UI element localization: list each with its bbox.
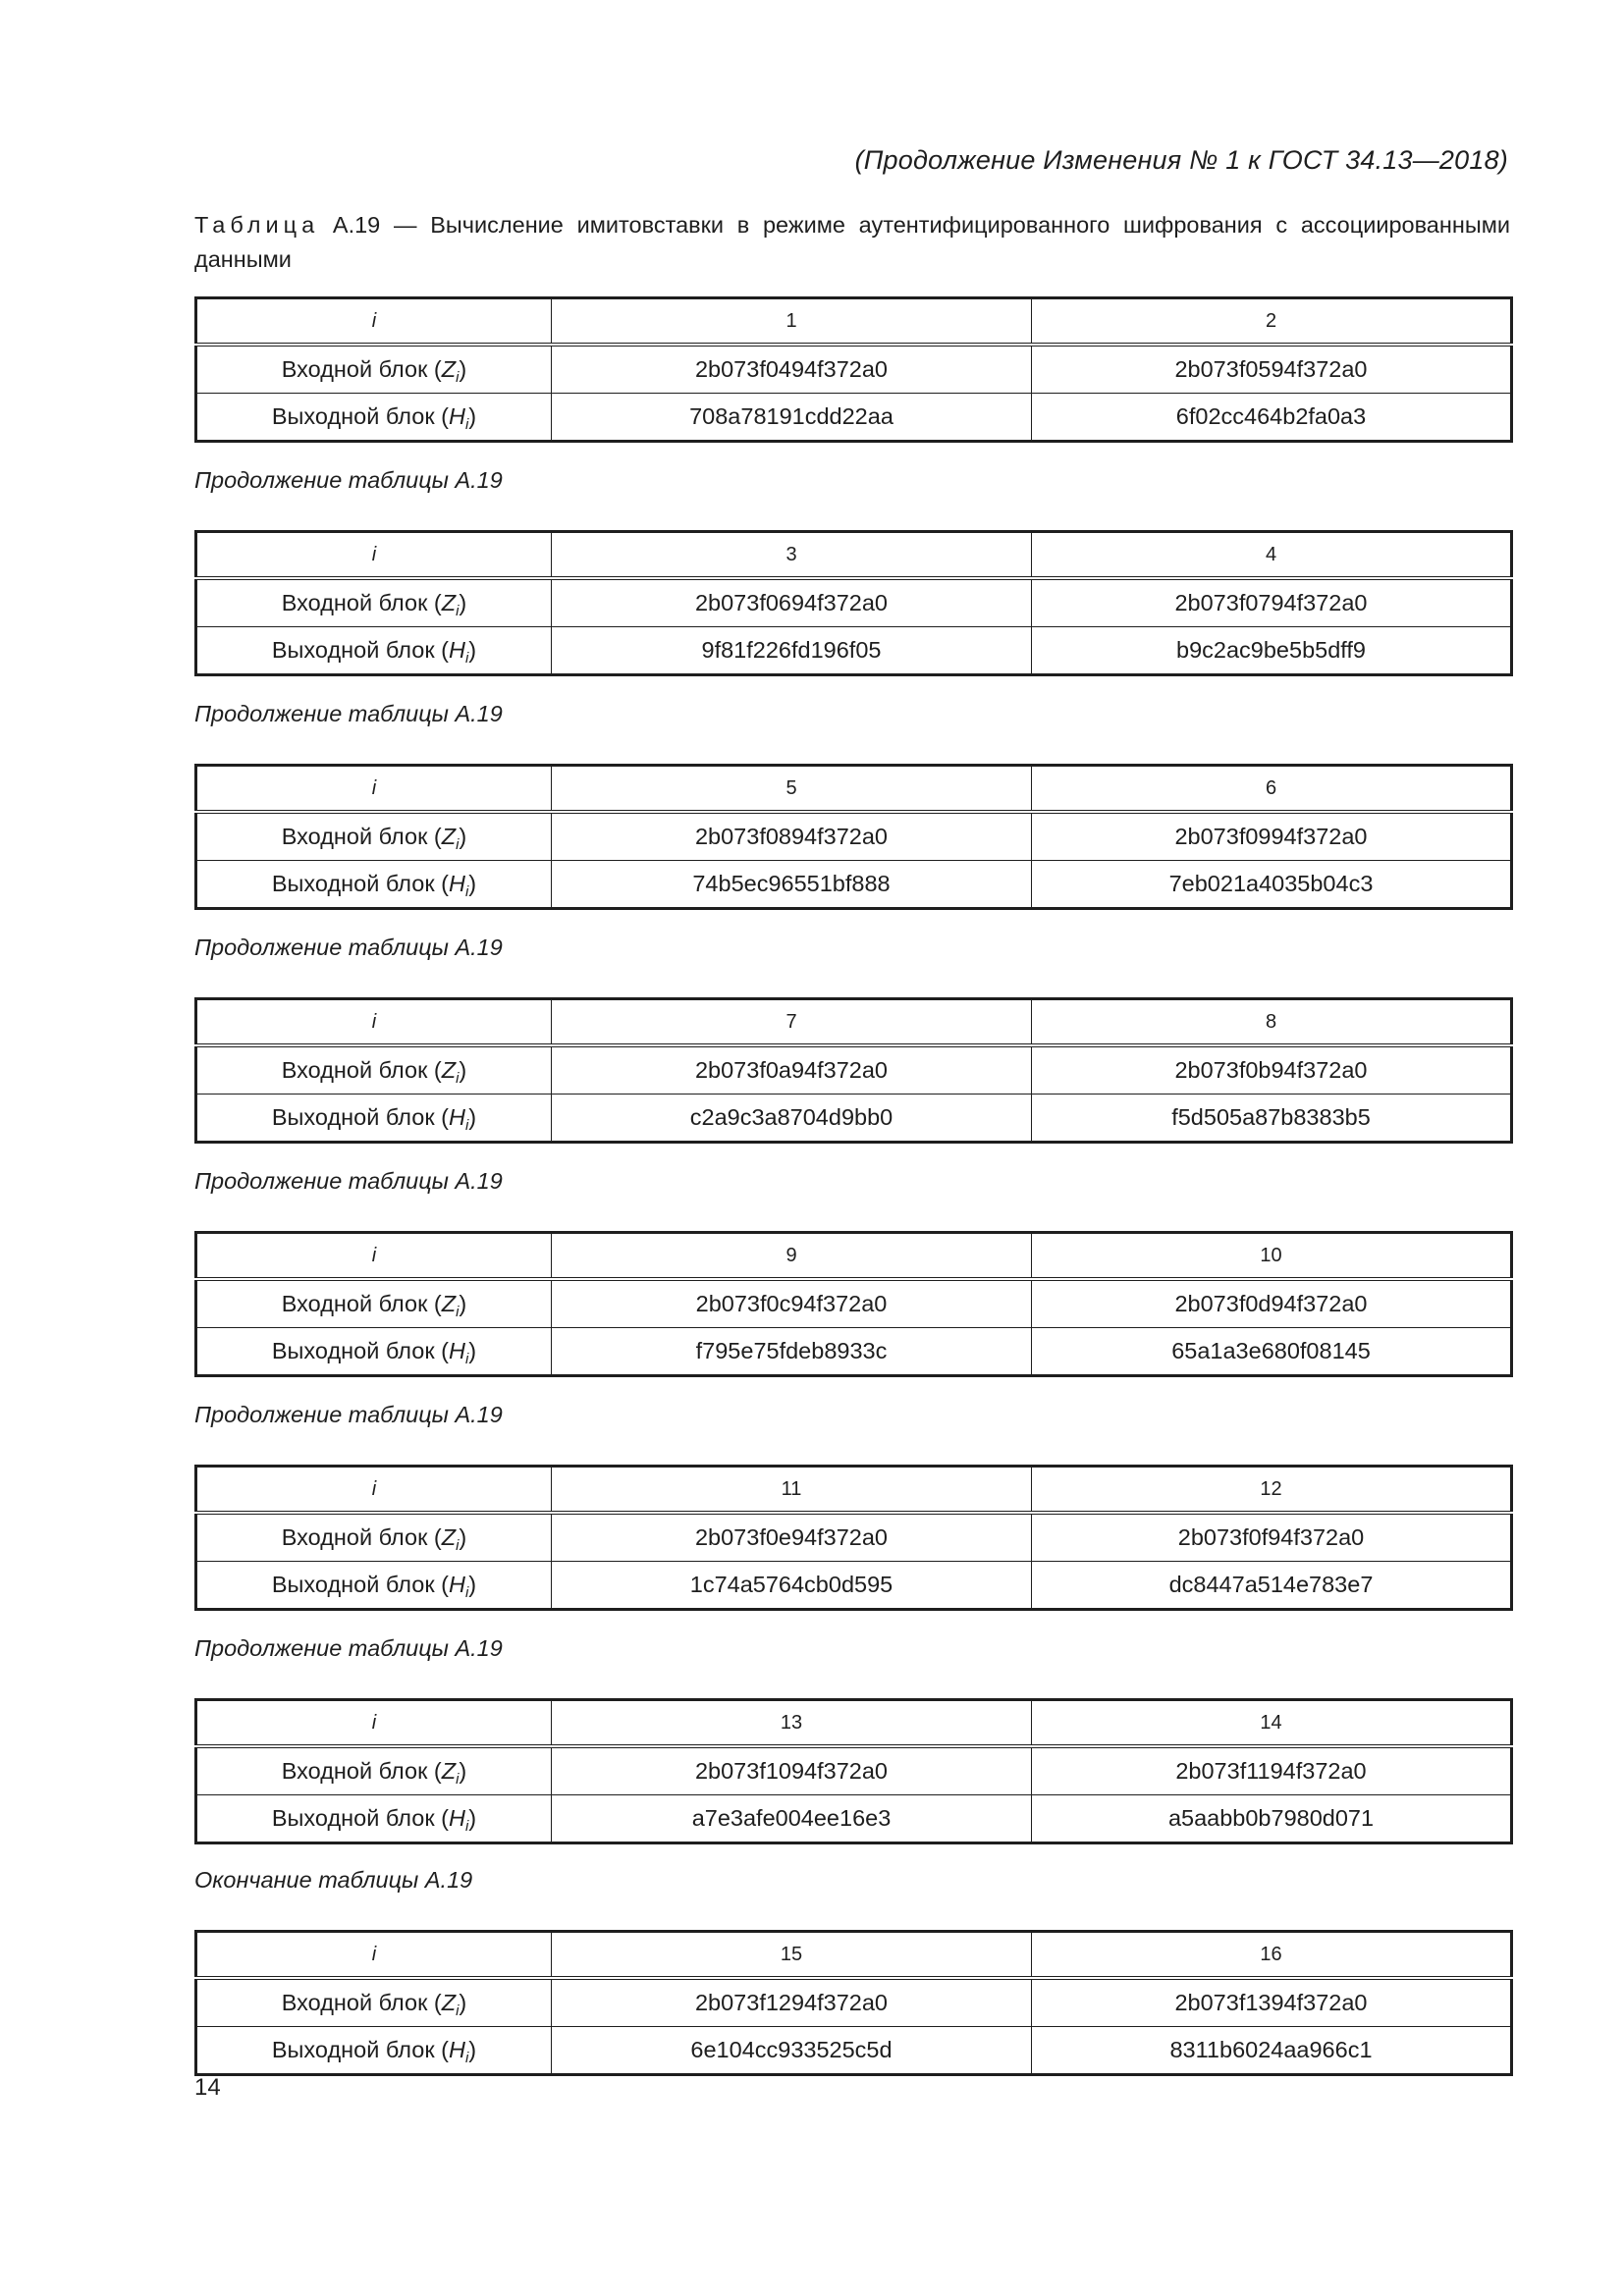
- continuation-label: Продолжение таблицы А.19: [194, 1402, 503, 1427]
- input-row-label-close: ): [459, 1524, 467, 1550]
- index-row: [196, 298, 1512, 346]
- input-value-cell: 2b073f0794f372a0: [1032, 578, 1512, 627]
- input-row-variable: Z: [441, 1291, 457, 1316]
- index-row: [196, 532, 1512, 579]
- index-header-cell: i: [196, 1233, 552, 1280]
- table-caption: [194, 208, 1510, 277]
- input-row-variable: Z: [441, 1524, 457, 1550]
- index-cell: 7: [552, 999, 1032, 1046]
- input-row-label-close: ): [459, 590, 467, 615]
- output-row-label: [196, 1095, 552, 1143]
- output-value-cell: 9f81f226fd196f05: [552, 627, 1032, 675]
- output-row-variable: H: [448, 403, 465, 429]
- output-row-label: [196, 861, 552, 909]
- index-header-cell: i: [196, 1700, 552, 1747]
- input-row-label: [196, 1746, 552, 1795]
- table-block: [194, 1631, 1512, 1844]
- input-value-cell: 2b073f0694f372a0: [552, 578, 1032, 627]
- caption-text: — Вычисление имитовставки в режиме аутентифицированного шифрования с ассоциированными данными: [194, 212, 1511, 272]
- output-row-label: [196, 394, 552, 442]
- input-row: [196, 1279, 1512, 1328]
- data-table: [194, 1698, 1513, 1844]
- output-value-cell: c2a9c3a8704d9bb0: [552, 1095, 1032, 1143]
- output-row-label: [196, 2027, 552, 2075]
- output-value-cell: 7eb021a4035b04c3: [1032, 861, 1512, 909]
- output-row-label-text: Выходной блок (: [271, 1338, 449, 1363]
- output-row-label-close: ): [468, 1572, 477, 1597]
- output-row-label-close: ): [468, 1338, 477, 1363]
- input-row-label-close: ): [459, 1758, 467, 1784]
- table-block: [194, 296, 1512, 443]
- output-row-label-close: ): [468, 1805, 477, 1831]
- input-row-label-text: Входной блок (: [281, 824, 442, 849]
- index-row: [196, 1467, 1512, 1514]
- input-row-subscript: i: [456, 1537, 460, 1554]
- input-row-subscript: i: [456, 1771, 460, 1788]
- index-row: [196, 1932, 1512, 1979]
- input-row-label-text: Входной блок (: [281, 1758, 442, 1784]
- index-cell: 6: [1032, 766, 1512, 813]
- output-row-label: [196, 1795, 552, 1843]
- input-row-label: [196, 1279, 552, 1328]
- input-row-variable: Z: [441, 590, 457, 615]
- index-cell: 4: [1032, 532, 1512, 579]
- output-row-variable: H: [448, 637, 465, 663]
- output-row-label: [196, 1562, 552, 1610]
- input-value-cell: 2b073f0b94f372a0: [1032, 1045, 1512, 1095]
- index-cell: 15: [552, 1932, 1032, 1979]
- table-block: [194, 931, 1512, 1144]
- data-table: [194, 1930, 1513, 2076]
- continuation-label: Продолжение таблицы А.19: [194, 467, 503, 493]
- input-value-cell: 2b073f1294f372a0: [552, 1978, 1032, 2027]
- index-header-cell: i: [196, 532, 552, 579]
- output-row-subscript: i: [464, 1117, 469, 1134]
- output-value-cell: a5aabb0b7980d071: [1032, 1795, 1512, 1843]
- input-row-label-close: ): [459, 356, 467, 382]
- input-row-label: [196, 812, 552, 861]
- output-row-label-text: Выходной блок (: [271, 403, 449, 429]
- input-row-variable: Z: [441, 1057, 457, 1083]
- data-table: [194, 296, 1513, 443]
- input-row-subscript: i: [456, 1304, 460, 1320]
- table-block: [194, 1398, 1512, 1611]
- output-row: [196, 1795, 1512, 1843]
- output-value-cell: 74b5ec96551bf888: [552, 861, 1032, 909]
- output-row: [196, 1095, 1512, 1143]
- input-row-label-text: Входной блок (: [281, 1291, 442, 1316]
- input-row-subscript: i: [456, 1070, 460, 1087]
- output-row-label-close: ): [468, 1104, 477, 1130]
- input-row-label-close: ): [459, 1990, 467, 2015]
- output-value-cell: a7e3afe004ee16e3: [552, 1795, 1032, 1843]
- output-value-cell: 8311b6024aa966c1: [1032, 2027, 1512, 2075]
- output-row-label-close: ): [468, 2037, 477, 2062]
- continuation-label: Окончание таблицы А.19: [194, 1867, 473, 1893]
- index-cell: 12: [1032, 1467, 1512, 1514]
- input-row-label: [196, 1513, 552, 1562]
- input-value-cell: 2b073f0d94f372a0: [1032, 1279, 1512, 1328]
- index-header-cell: i: [196, 1467, 552, 1514]
- output-row: [196, 2027, 1512, 2075]
- input-row-subscript: i: [456, 2002, 460, 2019]
- index-cell: 10: [1032, 1233, 1512, 1280]
- output-row-label-text: Выходной блок (: [271, 871, 449, 896]
- input-row-label: [196, 1978, 552, 2027]
- input-row: [196, 345, 1512, 394]
- continuation-label: Продолжение таблицы А.19: [194, 934, 503, 960]
- data-table: [194, 1231, 1513, 1377]
- input-row-label-text: Входной блок (: [281, 590, 442, 615]
- input-row-subscript: i: [456, 836, 460, 853]
- index-cell: 2: [1032, 298, 1512, 346]
- data-table: [194, 997, 1513, 1144]
- input-row-label-text: Входной блок (: [281, 356, 442, 382]
- output-row-label-text: Выходной блок (: [271, 1805, 449, 1831]
- index-cell: 1: [552, 298, 1032, 346]
- output-value-cell: 1c74a5764cb0d595: [552, 1562, 1032, 1610]
- input-value-cell: 2b073f1094f372a0: [552, 1746, 1032, 1795]
- index-row: [196, 1233, 1512, 1280]
- output-row-label-text: Выходной блок (: [271, 1104, 449, 1130]
- index-cell: 14: [1032, 1700, 1512, 1747]
- continuation-label: Продолжение таблицы А.19: [194, 701, 503, 726]
- continuation-label: Продолжение таблицы А.19: [194, 1635, 503, 1661]
- output-row-label-text: Выходной блок (: [271, 637, 449, 663]
- input-value-cell: 2b073f0994f372a0: [1032, 812, 1512, 861]
- output-value-cell: dc8447a514e783e7: [1032, 1562, 1512, 1610]
- output-row-subscript: i: [464, 650, 469, 667]
- output-row-subscript: i: [464, 1818, 469, 1835]
- index-header-cell: i: [196, 298, 552, 346]
- input-row-variable: Z: [441, 356, 457, 382]
- output-row-label: [196, 1328, 552, 1376]
- page-number: 14: [194, 2074, 221, 2101]
- data-table: [194, 530, 1513, 676]
- output-row-label-close: ): [468, 871, 477, 896]
- index-header-cell: i: [196, 766, 552, 813]
- input-row: [196, 1513, 1512, 1562]
- output-row: [196, 627, 1512, 675]
- input-row-label-close: ): [459, 1057, 467, 1083]
- output-value-cell: f795e75fdeb8933c: [552, 1328, 1032, 1376]
- input-row-label-text: Входной блок (: [281, 1524, 442, 1550]
- input-row-label-text: Входной блок (: [281, 1057, 442, 1083]
- input-value-cell: 2b073f0894f372a0: [552, 812, 1032, 861]
- output-row-subscript: i: [464, 883, 469, 900]
- index-cell: 5: [552, 766, 1032, 813]
- output-row-subscript: i: [464, 416, 469, 433]
- output-value-cell: f5d505a87b8383b5: [1032, 1095, 1512, 1143]
- output-row-variable: H: [448, 1104, 465, 1130]
- input-value-cell: 2b073f1194f372a0: [1032, 1746, 1512, 1795]
- input-row: [196, 578, 1512, 627]
- output-row-label-close: ): [468, 403, 477, 429]
- index-cell: 8: [1032, 999, 1512, 1046]
- input-value-cell: 2b073f0c94f372a0: [552, 1279, 1032, 1328]
- output-row-variable: H: [448, 1338, 465, 1363]
- index-row: [196, 1700, 1512, 1747]
- output-row-variable: H: [448, 1572, 465, 1597]
- input-row: [196, 1978, 1512, 2027]
- index-cell: 13: [552, 1700, 1032, 1747]
- input-row-label: [196, 345, 552, 394]
- output-value-cell: 65a1a3e680f08145: [1032, 1328, 1512, 1376]
- table-block: [194, 1164, 1512, 1377]
- output-row-variable: H: [448, 1805, 465, 1831]
- index-cell: 16: [1032, 1932, 1512, 1979]
- output-row: [196, 1562, 1512, 1610]
- input-value-cell: 2b073f1394f372a0: [1032, 1978, 1512, 2027]
- index-cell: 3: [552, 532, 1032, 579]
- output-row-label: [196, 627, 552, 675]
- output-row-label-text: Выходной блок (: [271, 1572, 449, 1597]
- output-row-subscript: i: [464, 1351, 469, 1367]
- index-row: [196, 766, 1512, 813]
- index-row: [196, 999, 1512, 1046]
- table-block: [194, 463, 1512, 676]
- index-header-cell: i: [196, 1932, 552, 1979]
- input-row-variable: Z: [441, 824, 457, 849]
- output-value-cell: 6f02cc464b2fa0a3: [1032, 394, 1512, 442]
- input-row-variable: Z: [441, 1990, 457, 2015]
- input-row-label: [196, 578, 552, 627]
- output-row-subscript: i: [464, 1584, 469, 1601]
- data-table: [194, 764, 1513, 910]
- output-row-subscript: i: [464, 2050, 469, 2066]
- input-value-cell: 2b073f0494f372a0: [552, 345, 1032, 394]
- output-row-label-close: ): [468, 637, 477, 663]
- input-value-cell: 2b073f0a94f372a0: [552, 1045, 1032, 1095]
- index-cell: 9: [552, 1233, 1032, 1280]
- caption-number: А.19: [332, 212, 381, 238]
- input-row-variable: Z: [441, 1758, 457, 1784]
- input-row: [196, 1045, 1512, 1095]
- output-value-cell: 708a78191cdd22aa: [552, 394, 1032, 442]
- input-value-cell: 2b073f0594f372a0: [1032, 345, 1512, 394]
- output-row-variable: H: [448, 2037, 465, 2062]
- input-row-subscript: i: [456, 369, 460, 386]
- output-row-variable: H: [448, 871, 465, 896]
- input-row: [196, 1746, 1512, 1795]
- index-cell: 11: [552, 1467, 1032, 1514]
- output-value-cell: 6e104cc933525c5d: [552, 2027, 1032, 2075]
- caption-label: Таблица: [194, 212, 320, 238]
- running-header: (Продолжение Изменения № 1 к ГОСТ 34.13—2018): [854, 145, 1508, 175]
- data-table: [194, 1465, 1513, 1611]
- input-row-label-close: ): [459, 1291, 467, 1316]
- input-value-cell: 2b073f0e94f372a0: [552, 1513, 1032, 1562]
- output-row: [196, 861, 1512, 909]
- index-header-cell: i: [196, 999, 552, 1046]
- input-row-label-close: ): [459, 824, 467, 849]
- input-row-label-text: Входной блок (: [281, 1990, 442, 2015]
- input-value-cell: 2b073f0f94f372a0: [1032, 1513, 1512, 1562]
- input-row: [196, 812, 1512, 861]
- output-value-cell: b9c2ac9be5b5dff9: [1032, 627, 1512, 675]
- table-block: [194, 697, 1512, 910]
- table-block: [194, 1863, 1512, 2076]
- output-row-label-text: Выходной блок (: [271, 2037, 449, 2062]
- input-row-label: [196, 1045, 552, 1095]
- output-row: [196, 1328, 1512, 1376]
- continuation-label: Продолжение таблицы А.19: [194, 1168, 503, 1194]
- input-row-subscript: i: [456, 603, 460, 619]
- output-row: [196, 394, 1512, 442]
